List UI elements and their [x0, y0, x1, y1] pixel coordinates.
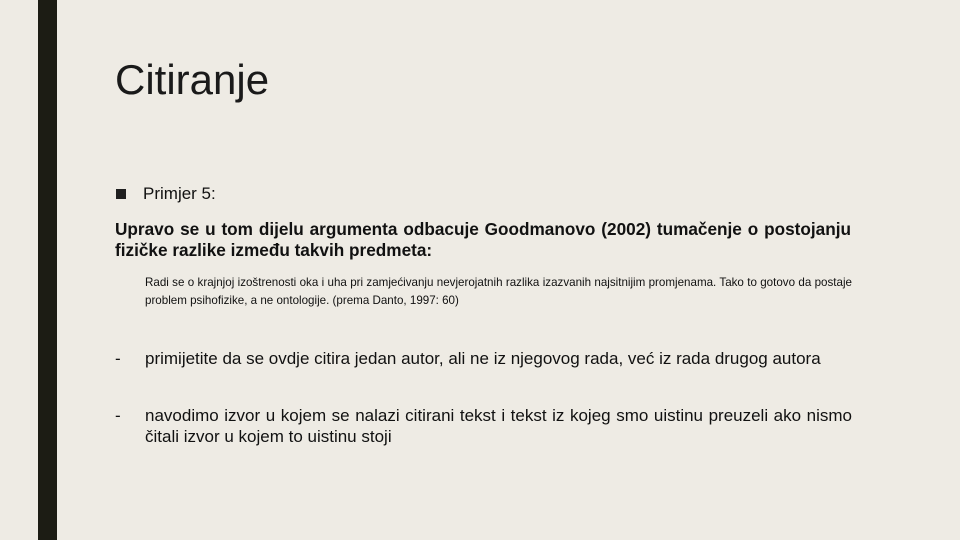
intro-paragraph: Upravo se u tom dijelu argumenta odbacuje Goodmanovo (2002) tumačenje o postojanju fizičke razlike između takvih predmeta:: [115, 219, 851, 260]
note-text: primijetite da se ovdje citira jedan autor, ali ne iz njegovog rada, već iz rada drugog autora: [145, 349, 821, 368]
dash-marker: -: [115, 406, 121, 425]
dash-marker: -: [115, 349, 121, 368]
slide-title: Citiranje: [115, 56, 270, 103]
bullet-text: Primjer 5:: [143, 184, 216, 203]
square-bullet-icon: [116, 189, 126, 199]
bullet-item: [116, 184, 216, 204]
note-item: [115, 348, 852, 369]
left-accent-bar: [38, 0, 57, 540]
note-text: navodimo izvor u kojem se nalazi citirani tekst i tekst iz kojeg smo uistinu preuzeli ako nismo čitali izvor u kojem to uistinu stoji: [145, 406, 852, 446]
block-quote: Radi se o krajnjoj izoštrenosti oka i uha pri zamjećivanju nevjerojatnih razlika izazvanih najsitnijim promjenama. Tako to gotovo da postaje problem psihofizike, a ne ontologije. (prema Danto, 1997: 60): [145, 276, 852, 307]
note-item: [115, 405, 852, 447]
